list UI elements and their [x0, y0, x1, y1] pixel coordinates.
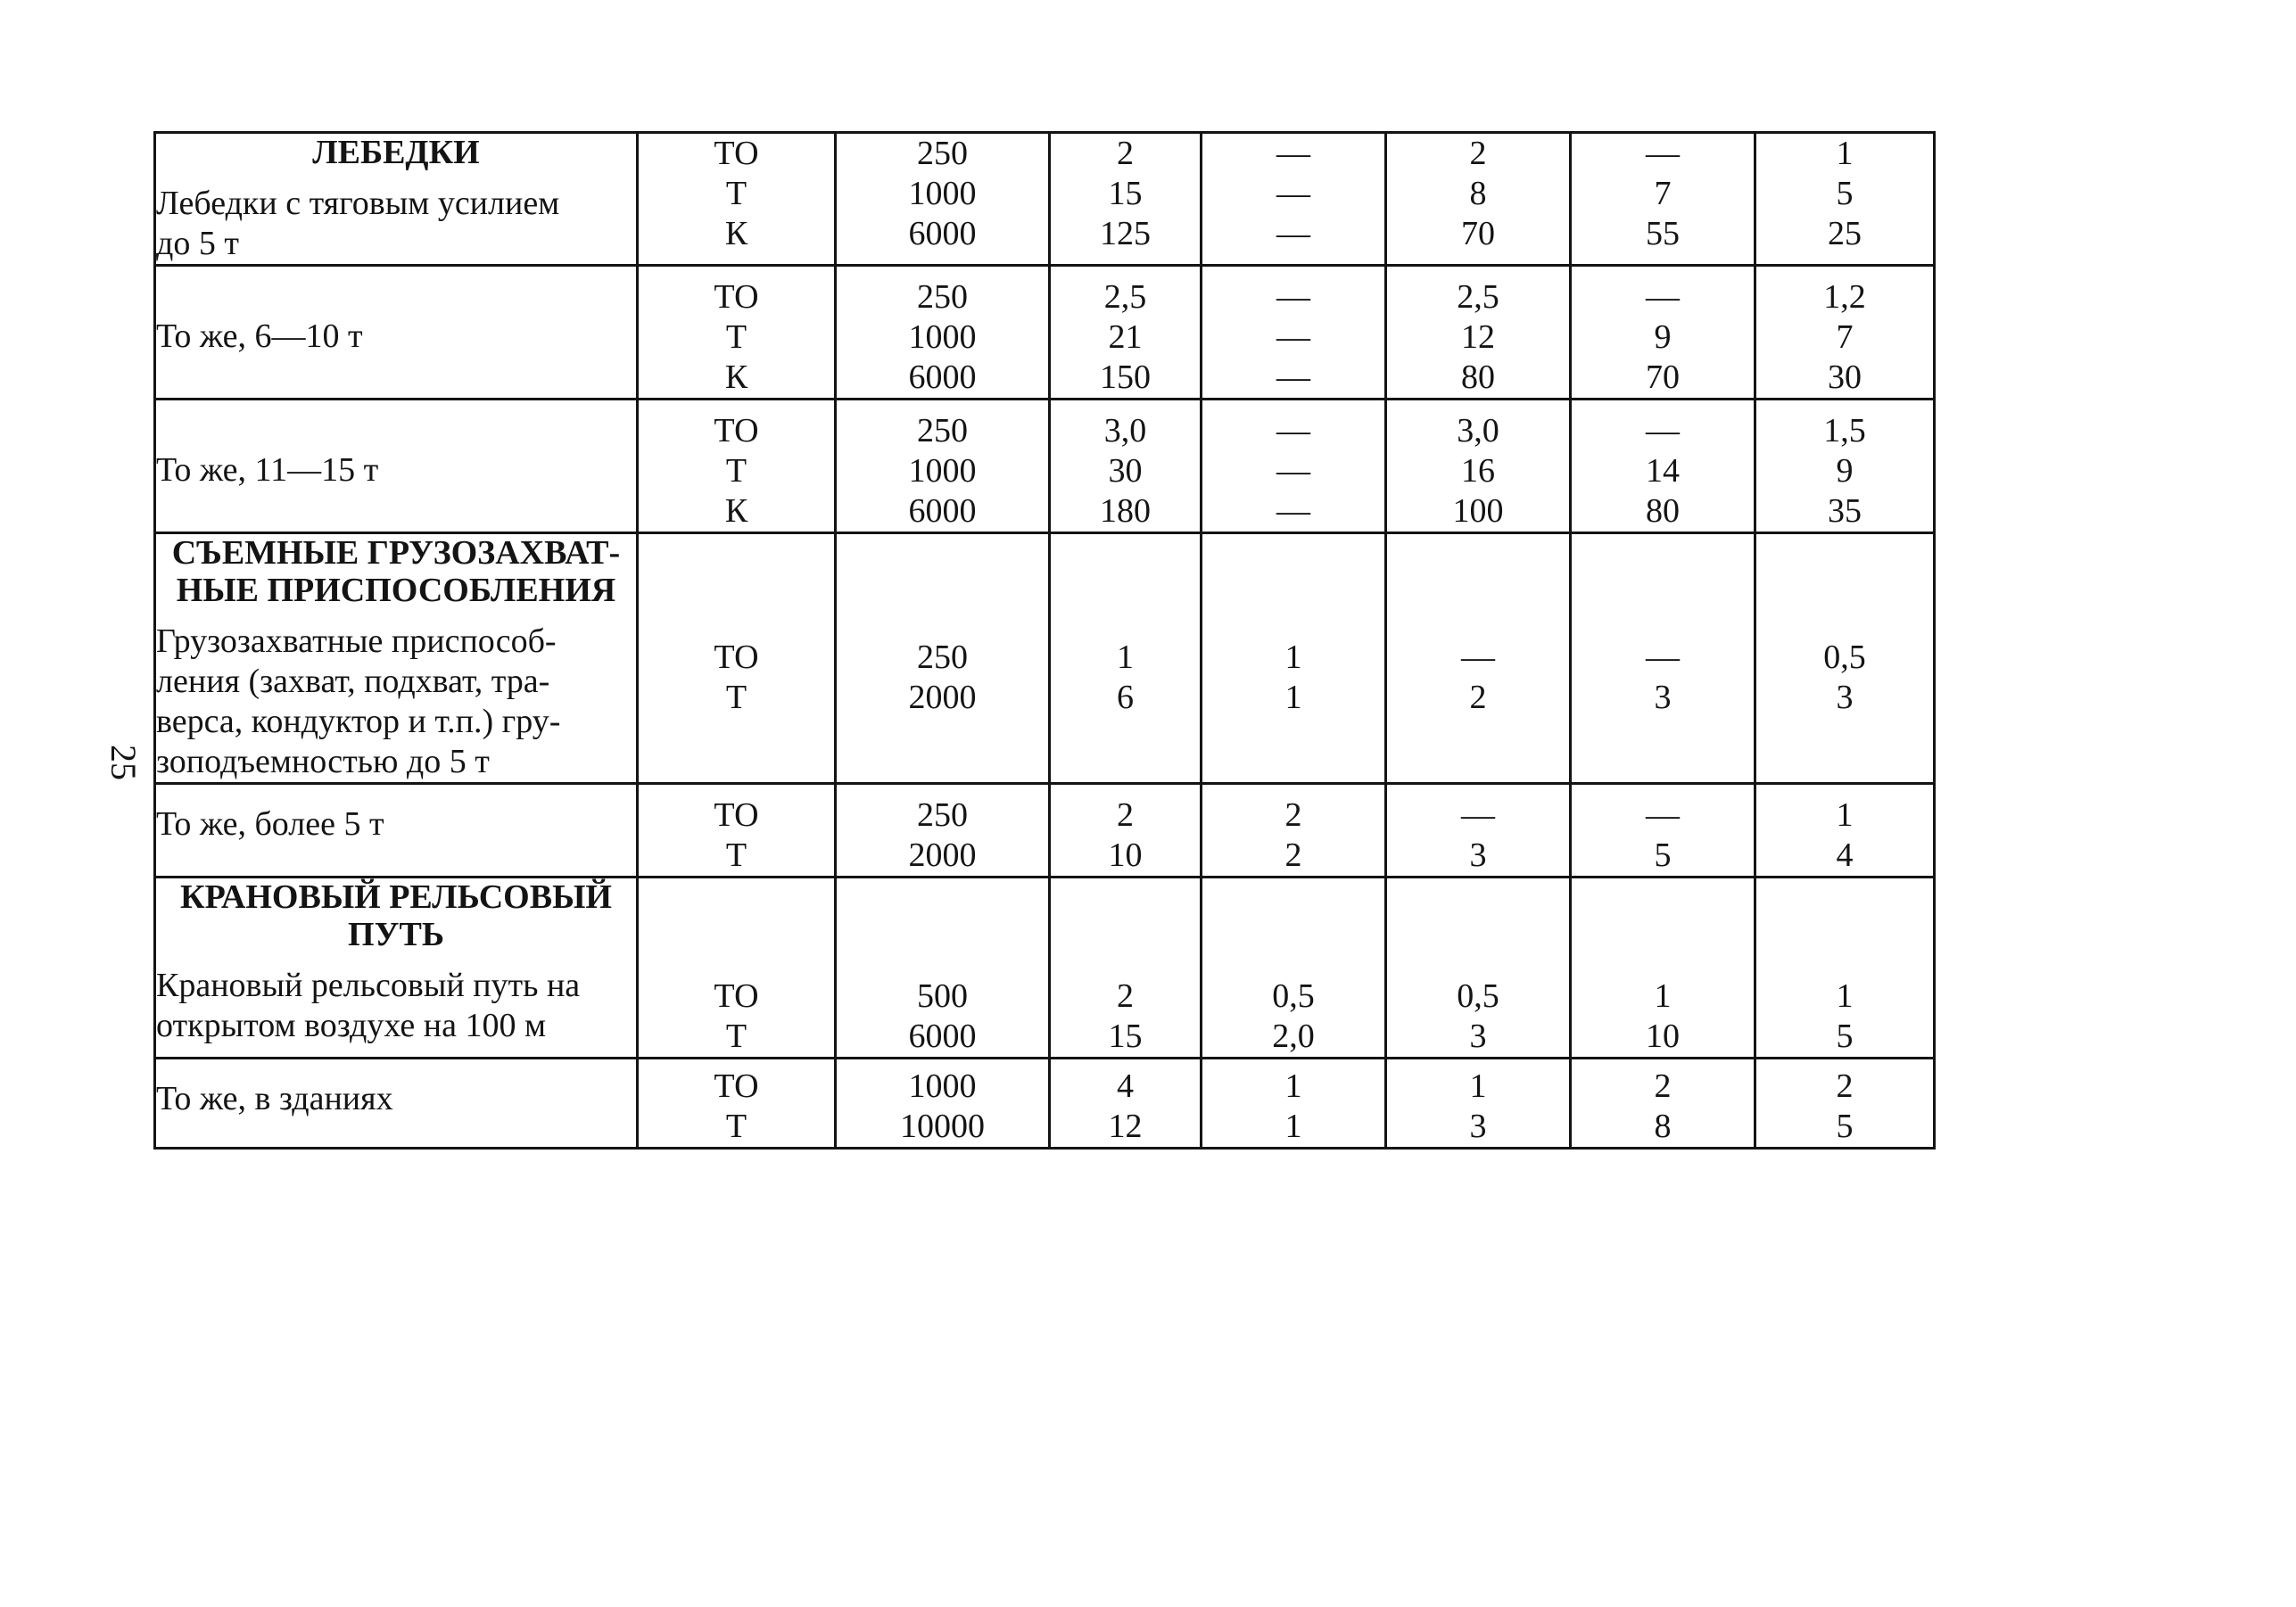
interval-hours-value: 10000 — [900, 1108, 985, 1145]
labor-col-3-value: 7 — [1654, 175, 1672, 212]
labor-col-4-cell — [1755, 266, 1935, 400]
labor-col-1-cell — [1202, 878, 1386, 1059]
equipment-name-cell — [155, 1059, 638, 1149]
labor-col-3-value: 80 — [1646, 492, 1680, 530]
interval-hours-value: 250 — [917, 412, 968, 449]
interval-hours-value: 250 — [917, 278, 968, 316]
labor-col-4-value: 7 — [1836, 318, 1854, 356]
service-type-value: ТО — [714, 135, 759, 172]
labor-col-4-value: 1,2 — [1823, 278, 1866, 316]
labor-col-2-cell — [1386, 878, 1571, 1059]
labor-total-cell — [1050, 266, 1202, 400]
labor-col-4-value: 0,5 — [1823, 639, 1866, 676]
labor-col-1-cell — [1202, 784, 1386, 878]
equipment-name: Крановый рельсовый путь на открытом воздухе на 100 м — [156, 967, 581, 1044]
labor-col-3-cell — [1571, 266, 1755, 400]
labor-col-3-value: — — [1646, 412, 1680, 449]
equipment-name: Лебедки с тяговым усилием до 5 т — [156, 185, 560, 262]
labor-col-1-value: 0,5 — [1272, 977, 1315, 1015]
labor-col-2-value: — — [1461, 796, 1495, 834]
labor-total-value: 125 — [1100, 215, 1151, 252]
labor-col-1-cell — [1202, 400, 1386, 533]
labor-col-3-value: 3 — [1654, 679, 1672, 716]
page-number: 25 — [103, 745, 144, 780]
labor-col-3-value: — — [1646, 639, 1680, 676]
section-heading: ЛЕБЕДКИ — [312, 134, 480, 171]
labor-total-value: 2 — [1117, 135, 1134, 172]
interval-hours-cell — [836, 400, 1050, 533]
labor-total-value: 15 — [1108, 175, 1143, 212]
labor-total-value: 3,0 — [1103, 412, 1147, 449]
labor-total-value: 2,5 — [1103, 278, 1147, 316]
labor-total-value: 2 — [1117, 977, 1134, 1015]
service-type-cell — [638, 400, 836, 533]
labor-col-4-cell — [1755, 533, 1935, 784]
labor-total-value: 180 — [1100, 492, 1151, 530]
interval-hours-value: 1000 — [908, 175, 977, 212]
equipment-name-cell — [155, 784, 638, 878]
labor-col-2-value: 100 — [1452, 492, 1504, 530]
service-type-cell — [638, 533, 836, 784]
labor-total-value: 30 — [1108, 452, 1143, 490]
equipment-name: То же, 6—10 т — [156, 317, 363, 355]
labor-col-1-value: 2,0 — [1272, 1018, 1315, 1055]
labor-col-2-value: — — [1461, 639, 1495, 676]
labor-col-3-value: — — [1646, 278, 1680, 316]
equipment-name: То же, 11—15 т — [156, 451, 379, 489]
labor-col-2-cell — [1386, 533, 1571, 784]
service-type-value: Т — [725, 836, 747, 874]
labor-col-2-cell — [1386, 1059, 1571, 1149]
labor-col-3-value: 8 — [1654, 1108, 1672, 1145]
interval-hours-cell — [836, 133, 1050, 266]
labor-col-3-value: 2 — [1654, 1067, 1672, 1105]
labor-total-cell — [1050, 533, 1202, 784]
interval-hours-value: 1000 — [908, 452, 977, 490]
interval-hours-cell — [836, 878, 1050, 1059]
labor-col-2-value: 8 — [1469, 175, 1487, 212]
service-type-value: Т — [725, 452, 747, 490]
labor-col-4-value: 35 — [1828, 492, 1862, 530]
service-type-value: ТО — [714, 412, 759, 449]
labor-col-2-value: 2 — [1469, 679, 1487, 716]
labor-col-1-value: 1 — [1284, 1108, 1302, 1145]
labor-col-4-value: 5 — [1836, 1018, 1854, 1055]
table-row — [155, 878, 1935, 1059]
table-body — [155, 133, 1935, 1149]
labor-col-2-value: 12 — [1461, 318, 1495, 356]
labor-col-2-value: 3,0 — [1457, 412, 1499, 449]
labor-col-1-value: 1 — [1284, 679, 1302, 716]
service-type-value: Т — [725, 1018, 747, 1055]
labor-col-4-value: 25 — [1828, 215, 1862, 252]
labor-col-3-value: 5 — [1654, 836, 1672, 874]
service-type-value: К — [724, 358, 748, 396]
service-type-value: Т — [725, 175, 747, 212]
section-heading: СЪЕМНЫЕ ГРУЗОЗАХВАТ- НЫЕ ПРИСПОСОБЛЕНИЯ — [171, 534, 621, 609]
interval-hours-value: 250 — [917, 639, 968, 676]
equipment-name-cell — [155, 266, 638, 400]
labor-total-cell — [1050, 1059, 1202, 1149]
labor-total-value: 150 — [1100, 358, 1151, 396]
interval-hours-value: 2000 — [908, 679, 977, 716]
labor-col-1-value: — — [1276, 412, 1310, 449]
labor-col-1-value: 1 — [1284, 639, 1302, 676]
labor-col-4-cell — [1755, 878, 1935, 1059]
labor-col-4-value: 1 — [1836, 977, 1854, 1015]
interval-hours-value: 250 — [917, 796, 968, 834]
labor-col-2-value: 3 — [1469, 1018, 1487, 1055]
service-type-value: К — [724, 492, 748, 530]
labor-col-1-value: — — [1276, 452, 1310, 490]
labor-total-value: 6 — [1117, 679, 1134, 716]
service-type-value: ТО — [714, 639, 759, 676]
labor-col-3-cell — [1571, 1059, 1755, 1149]
table-row — [155, 400, 1935, 533]
labor-col-3-value: 55 — [1646, 215, 1680, 252]
labor-col-2-value: 3 — [1469, 1108, 1487, 1145]
interval-hours-value: 6000 — [908, 215, 977, 252]
interval-hours-value: 1000 — [908, 1067, 977, 1105]
labor-col-1-value: — — [1276, 318, 1310, 356]
labor-total-cell — [1050, 878, 1202, 1059]
labor-col-3-value: 70 — [1646, 358, 1680, 396]
labor-col-3-value: 9 — [1654, 318, 1672, 356]
labor-col-3-value: — — [1646, 796, 1680, 834]
labor-col-1-cell — [1202, 1059, 1386, 1149]
interval-hours-cell — [836, 784, 1050, 878]
labor-col-1-value: — — [1276, 215, 1310, 252]
labor-col-2-value: 70 — [1461, 215, 1495, 252]
labor-total-value: 21 — [1108, 318, 1143, 356]
labor-col-3-cell — [1571, 133, 1755, 266]
labor-col-4-cell — [1755, 133, 1935, 266]
labor-col-4-value: 9 — [1836, 452, 1854, 490]
equipment-name: То же, более 5 т — [156, 805, 384, 843]
labor-col-2-value: 3 — [1469, 836, 1487, 874]
equipment-name-cell — [155, 533, 638, 784]
service-type-value: Т — [725, 679, 747, 716]
labor-total-cell — [1050, 400, 1202, 533]
labor-total-value: 15 — [1108, 1018, 1143, 1055]
interval-hours-cell — [836, 266, 1050, 400]
labor-col-3-cell — [1571, 533, 1755, 784]
labor-col-1-value: 2 — [1284, 796, 1302, 834]
labor-total-value: 12 — [1108, 1108, 1143, 1145]
labor-col-1-value: 1 — [1284, 1067, 1302, 1105]
table-row — [155, 784, 1935, 878]
labor-col-2-value: 16 — [1461, 452, 1495, 490]
table-row — [155, 266, 1935, 400]
equipment-name-cell — [155, 878, 638, 1059]
labor-col-2-cell — [1386, 133, 1571, 266]
labor-col-4-value: 1 — [1836, 135, 1854, 172]
labor-col-1-cell — [1202, 133, 1386, 266]
section-heading: КРАНОВЫЙ РЕЛЬСОВЫЙ ПУТЬ — [180, 878, 612, 953]
labor-col-4-value: 1 — [1836, 796, 1854, 834]
labor-col-4-value: 3 — [1836, 679, 1854, 716]
labor-col-3-cell — [1571, 784, 1755, 878]
service-type-value: Т — [725, 318, 747, 356]
labor-col-4-value: 5 — [1836, 1108, 1854, 1145]
equipment-name-cell — [155, 400, 638, 533]
labor-col-4-value: 30 — [1828, 358, 1862, 396]
labor-col-2-cell — [1386, 266, 1571, 400]
labor-col-4-cell — [1755, 784, 1935, 878]
equipment-name-cell — [155, 133, 638, 266]
labor-col-1-value: — — [1276, 492, 1310, 530]
labor-col-3-value: 10 — [1646, 1018, 1680, 1055]
interval-hours-value: 6000 — [908, 358, 977, 396]
labor-total-cell — [1050, 133, 1202, 266]
interval-hours-value: 6000 — [908, 492, 977, 530]
labor-col-1-value: 2 — [1284, 836, 1302, 874]
labor-col-1-value: — — [1276, 358, 1310, 396]
table-row — [155, 533, 1935, 784]
labor-col-2-cell — [1386, 784, 1571, 878]
interval-hours-cell — [836, 1059, 1050, 1149]
labor-col-1-value: — — [1276, 278, 1310, 316]
labor-total-value: 10 — [1108, 836, 1143, 874]
labor-col-2-value: 1 — [1469, 1067, 1487, 1105]
service-type-cell — [638, 1059, 836, 1149]
labor-total-value: 1 — [1117, 639, 1134, 676]
labor-total-cell — [1050, 784, 1202, 878]
labor-total-value: 2 — [1117, 796, 1134, 834]
interval-hours-value: 2000 — [908, 836, 977, 874]
service-type-value: ТО — [714, 278, 759, 316]
labor-col-2-value: 80 — [1461, 358, 1495, 396]
interval-hours-value: 500 — [917, 977, 968, 1015]
interval-hours-value: 250 — [917, 135, 968, 172]
labor-col-4-cell — [1755, 1059, 1935, 1149]
labor-col-2-value: 2 — [1469, 135, 1487, 172]
service-type-value: К — [724, 215, 748, 252]
labor-col-1-value: — — [1276, 175, 1310, 212]
labor-col-3-value: — — [1646, 135, 1680, 172]
service-type-cell — [638, 133, 836, 266]
labor-col-3-value: 1 — [1654, 977, 1672, 1015]
maintenance-norms-table — [153, 131, 1936, 1150]
labor-col-4-value: 2 — [1836, 1067, 1854, 1105]
service-type-value: ТО — [714, 977, 759, 1015]
labor-col-1-cell — [1202, 533, 1386, 784]
service-type-value: ТО — [714, 796, 759, 834]
labor-col-4-cell — [1755, 400, 1935, 533]
service-type-cell — [638, 878, 836, 1059]
labor-col-2-value: 0,5 — [1457, 977, 1499, 1015]
interval-hours-value: 6000 — [908, 1018, 977, 1055]
table-row — [155, 133, 1935, 266]
service-type-value: ТО — [714, 1067, 759, 1105]
service-type-cell — [638, 266, 836, 400]
labor-col-4-value: 4 — [1836, 836, 1854, 874]
labor-total-value: 4 — [1117, 1067, 1134, 1105]
table-row — [155, 1059, 1935, 1149]
equipment-name: Грузозахватные приспособ- ления (захват, подхват, тра- верса, кондуктор и т.п.) гру- зоподъемностью до 5 т — [156, 622, 561, 780]
labor-col-3-value: 14 — [1646, 452, 1680, 490]
labor-col-3-cell — [1571, 400, 1755, 533]
interval-hours-value: 1000 — [908, 318, 977, 356]
service-type-cell — [638, 784, 836, 878]
labor-col-4-value: 1,5 — [1823, 412, 1866, 449]
labor-col-1-value: — — [1276, 135, 1310, 172]
equipment-name: То же, в зданиях — [156, 1080, 393, 1117]
labor-col-4-value: 5 — [1836, 175, 1854, 212]
service-type-value: Т — [725, 1108, 747, 1145]
labor-col-2-value: 2,5 — [1457, 278, 1499, 316]
labor-col-1-cell — [1202, 266, 1386, 400]
labor-col-3-cell — [1571, 878, 1755, 1059]
labor-col-2-cell — [1386, 400, 1571, 533]
interval-hours-cell — [836, 533, 1050, 784]
